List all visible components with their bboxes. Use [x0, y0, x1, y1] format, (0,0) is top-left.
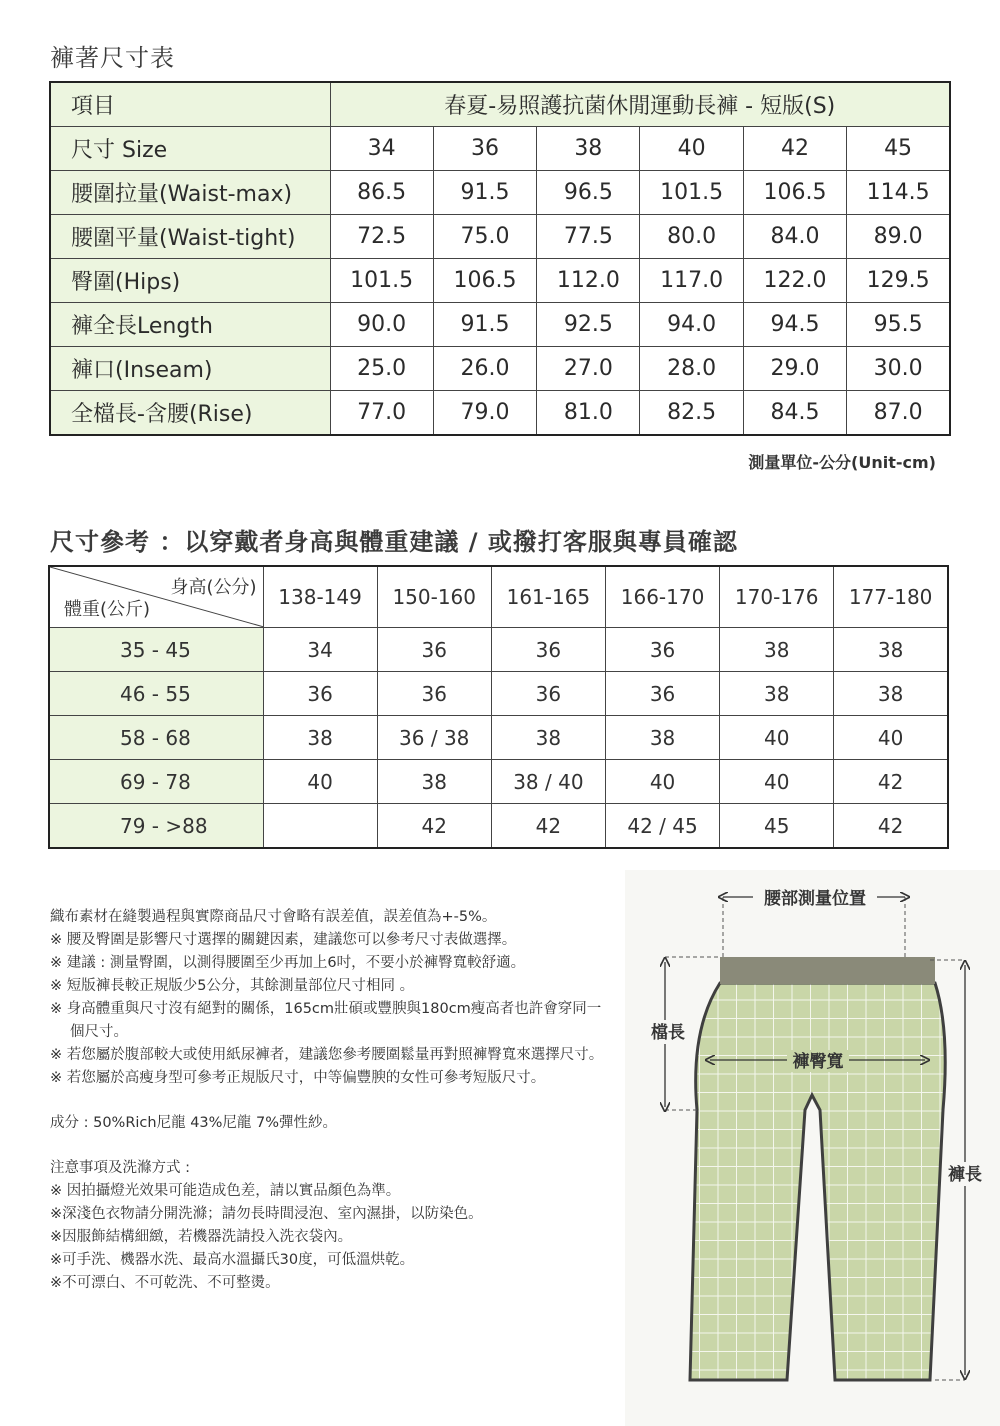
size-chart-cell: 94.0 — [640, 303, 743, 347]
size-chart-cell: 114.5 — [847, 171, 950, 215]
size-chart-cell: 94.5 — [743, 303, 846, 347]
recommended-size-cell: 42 — [834, 760, 948, 804]
size-chart-cell: 82.5 — [640, 391, 743, 436]
size-chart-row-label: 腰圍拉量(Waist-max) — [50, 171, 330, 215]
length-label: 褲長 — [948, 1165, 982, 1185]
size-chart-cell: 45 — [847, 127, 950, 171]
recommended-size-cell: 42 — [491, 804, 605, 849]
size-chart-cell: 77.0 — [330, 391, 433, 436]
recommended-size-cell: 42 — [834, 804, 948, 849]
size-chart-row-label: 腰圍平量(Waist-tight) — [50, 215, 330, 259]
size-chart-cell: 89.0 — [847, 215, 950, 259]
notes-section — [50, 906, 610, 1295]
size-chart-cell: 87.0 — [847, 391, 950, 436]
size-chart-cell: 72.5 — [330, 215, 433, 259]
product-name: 春夏-易照護抗菌休閒運動長褲 - 短版(S) — [330, 82, 950, 127]
care-lines — [50, 1180, 610, 1295]
note-line: ※ 若您屬於腹部較大或使用紙尿褲者，建議您參考腰圍鬆量再對照褲臀寬來選擇尺寸。 — [50, 1047, 604, 1063]
size-chart-cell: 28.0 — [640, 347, 743, 391]
size-chart-cell: 36 — [433, 127, 536, 171]
size-chart-cell: 95.5 — [847, 303, 950, 347]
size-chart-row — [50, 127, 950, 171]
care-line: ※因服飾結構細緻，若機器洗請投入洗衣袋內。 — [50, 1229, 353, 1245]
size-reference-table — [48, 565, 949, 849]
recommended-size-cell: 45 — [720, 804, 834, 849]
recommended-size-cell: 38 / 40 — [491, 760, 605, 804]
care-line: ※可手洗、機器水洗、最高水溫攝氏30度，可低溫烘乾。 — [50, 1252, 415, 1268]
size-reference-row — [49, 672, 948, 716]
size-chart-cell: 91.5 — [433, 303, 536, 347]
size-reference-header-row — [49, 566, 948, 628]
care-title: 注意事項及洗滌方式 : — [50, 1160, 190, 1176]
recommended-size-cell: 36 — [263, 672, 377, 716]
recommended-size-cell: 40 — [834, 716, 948, 760]
recommended-size-cell: 36 / 38 — [377, 716, 491, 760]
size-chart-cell: 86.5 — [330, 171, 433, 215]
size-chart-cell: 38 — [537, 127, 640, 171]
recommended-size-cell: 36 — [491, 672, 605, 716]
size-chart-table — [49, 81, 951, 436]
size-chart-cell: 122.0 — [743, 259, 846, 303]
recommended-size-cell: 38 — [263, 716, 377, 760]
height-range-header: 177-180 — [834, 566, 948, 628]
recommended-size-cell: 38 — [377, 760, 491, 804]
recommended-size-cell: 38 — [834, 672, 948, 716]
recommended-size-cell: 38 — [605, 716, 719, 760]
recommended-size-cell: 38 — [720, 672, 834, 716]
weight-range-label: 46 - 55 — [49, 672, 263, 716]
size-chart-row — [50, 303, 950, 347]
weight-range-label: 58 - 68 — [49, 716, 263, 760]
composition: 成分 : 50%Rich尼龍 43%尼龍 7%彈性紗。 — [50, 1115, 338, 1131]
size-chart-cell: 80.0 — [640, 215, 743, 259]
size-chart-cell: 96.5 — [537, 171, 640, 215]
recommended-size-cell: 34 — [263, 628, 377, 672]
size-chart-cell: 90.0 — [330, 303, 433, 347]
recommended-size-cell: 40 — [720, 760, 834, 804]
size-chart-cell: 75.0 — [433, 215, 536, 259]
care-line: ※不可漂白、不可乾洗、不可整燙。 — [50, 1275, 280, 1291]
waist-label: 腰部測量位置 — [764, 889, 866, 909]
size-chart-cell: 29.0 — [743, 347, 846, 391]
recommended-size-cell — [263, 804, 377, 849]
size-chart-cell: 91.5 — [433, 171, 536, 215]
diagram-background — [625, 870, 1000, 1426]
item-header: 項目 — [50, 82, 330, 127]
weight-axis-label: 體重(公斤) — [64, 599, 151, 620]
corner-cell — [49, 566, 263, 628]
size-chart-cell: 40 — [640, 127, 743, 171]
size-reference-row — [49, 628, 948, 672]
size-chart-cell: 77.5 — [537, 215, 640, 259]
unit-note: 測量單位-公分(Unit-cm) — [748, 453, 936, 472]
size-chart-cell: 42 — [743, 127, 846, 171]
height-range-header: 161-165 — [491, 566, 605, 628]
size-chart-row — [50, 347, 950, 391]
waistband — [720, 957, 935, 984]
height-range-header: 150-160 — [377, 566, 491, 628]
size-reference-row — [49, 716, 948, 760]
height-axis-label: 身高(公分) — [170, 577, 257, 598]
size-chart-row-label: 臀圍(Hips) — [50, 259, 330, 303]
care-line: ※深淺色衣物請分開洗滌；請勿長時間浸泡、室內濕掛，以防染色。 — [50, 1206, 483, 1222]
weight-range-label: 69 - 78 — [49, 760, 263, 804]
size-chart-cell: 25.0 — [330, 347, 433, 391]
size-chart-cell: 34 — [330, 127, 433, 171]
size-chart-cell: 79.0 — [433, 391, 536, 436]
size-chart-header-row — [50, 82, 950, 127]
recommended-size-cell: 40 — [263, 760, 377, 804]
size-chart-cell: 112.0 — [537, 259, 640, 303]
size-chart-cell: 106.5 — [433, 259, 536, 303]
note-line: ※ 短版褲長較正規版少5公分，其餘測量部位尺寸相同 。 — [50, 978, 415, 994]
size-chart-row — [50, 171, 950, 215]
recommended-size-cell: 38 — [491, 716, 605, 760]
size-chart-cell: 106.5 — [743, 171, 846, 215]
size-chart-cell: 101.5 — [640, 171, 743, 215]
size-chart-cell: 117.0 — [640, 259, 743, 303]
size-chart-row — [50, 391, 950, 436]
note-lines — [50, 906, 610, 1090]
weight-range-label: 35 - 45 — [49, 628, 263, 672]
height-range-header: 138-149 — [263, 566, 377, 628]
size-chart-cell: 26.0 — [433, 347, 536, 391]
note-line: ※ 身高體重與尺寸沒有絕對的關係，165cm壯碩或豐腴與180cm瘦高者也許會穿同一個尺寸。 — [50, 1001, 602, 1040]
size-chart-cell: 27.0 — [537, 347, 640, 391]
size-chart-cell: 92.5 — [537, 303, 640, 347]
weight-range-label: 79 - >88 — [49, 804, 263, 849]
recommended-size-cell: 38 — [720, 628, 834, 672]
recommended-size-cell: 40 — [720, 716, 834, 760]
pants-diagram — [625, 870, 1000, 1426]
note-line: ※ 若您屬於高瘦身型可參考正規版尺寸，中等偏豐腴的女性可參考短版尺寸。 — [50, 1070, 546, 1086]
size-reference-row — [49, 804, 948, 849]
size-reference-row — [49, 760, 948, 804]
recommended-size-cell: 38 — [834, 628, 948, 672]
recommended-size-cell: 36 — [605, 672, 719, 716]
recommended-size-cell: 36 — [605, 628, 719, 672]
recommended-size-cell: 36 — [377, 628, 491, 672]
size-chart-cell: 129.5 — [847, 259, 950, 303]
size-chart-cell: 84.0 — [743, 215, 846, 259]
height-range-header: 166-170 — [605, 566, 719, 628]
hip-label: 褲臀寬 — [792, 1052, 844, 1072]
size-chart-row — [50, 215, 950, 259]
note-line: ※ 腰及臀圍是影響尺寸選擇的關鍵因素，建議您可以參考尺寸表做選擇。 — [50, 932, 517, 948]
note-line: 織布素材在縫製過程與實際商品尺寸會略有誤差值，誤差值為+-5%。 — [50, 909, 497, 925]
size-reference-title: 尺寸參考 ：以穿戴者身高與體重建議 / 或撥打客服與專員確認 — [50, 528, 738, 556]
size-chart-row — [50, 259, 950, 303]
note-line: ※ 建議 : 測量臀圍，以測得腰圍至少再加上6吋，不要小於褲臀寬較舒適。 — [50, 955, 526, 971]
size-chart-row-label: 褲口(Inseam) — [50, 347, 330, 391]
recommended-size-cell: 42 — [377, 804, 491, 849]
rise-label: 檔長 — [651, 1023, 685, 1043]
size-chart-cell: 81.0 — [537, 391, 640, 436]
recommended-size-cell: 42 / 45 — [605, 804, 719, 849]
care-line: ※ 因拍攝燈光效果可能造成色差，請以實品顏色為準。 — [50, 1183, 401, 1199]
size-chart-row-label: 褲全長Length — [50, 303, 330, 347]
size-chart-cell: 30.0 — [847, 347, 950, 391]
recommended-size-cell: 36 — [491, 628, 605, 672]
recommended-size-cell: 36 — [377, 672, 491, 716]
size-chart-cell: 84.5 — [743, 391, 846, 436]
size-chart-cell: 101.5 — [330, 259, 433, 303]
size-chart-row-label: 全檔長-含腰(Rise) — [50, 391, 330, 436]
size-chart-title: 褲著尺寸表 — [50, 44, 175, 72]
recommended-size-cell: 40 — [605, 760, 719, 804]
size-chart-row-label: 尺寸 Size — [50, 127, 330, 171]
height-range-header: 170-176 — [720, 566, 834, 628]
